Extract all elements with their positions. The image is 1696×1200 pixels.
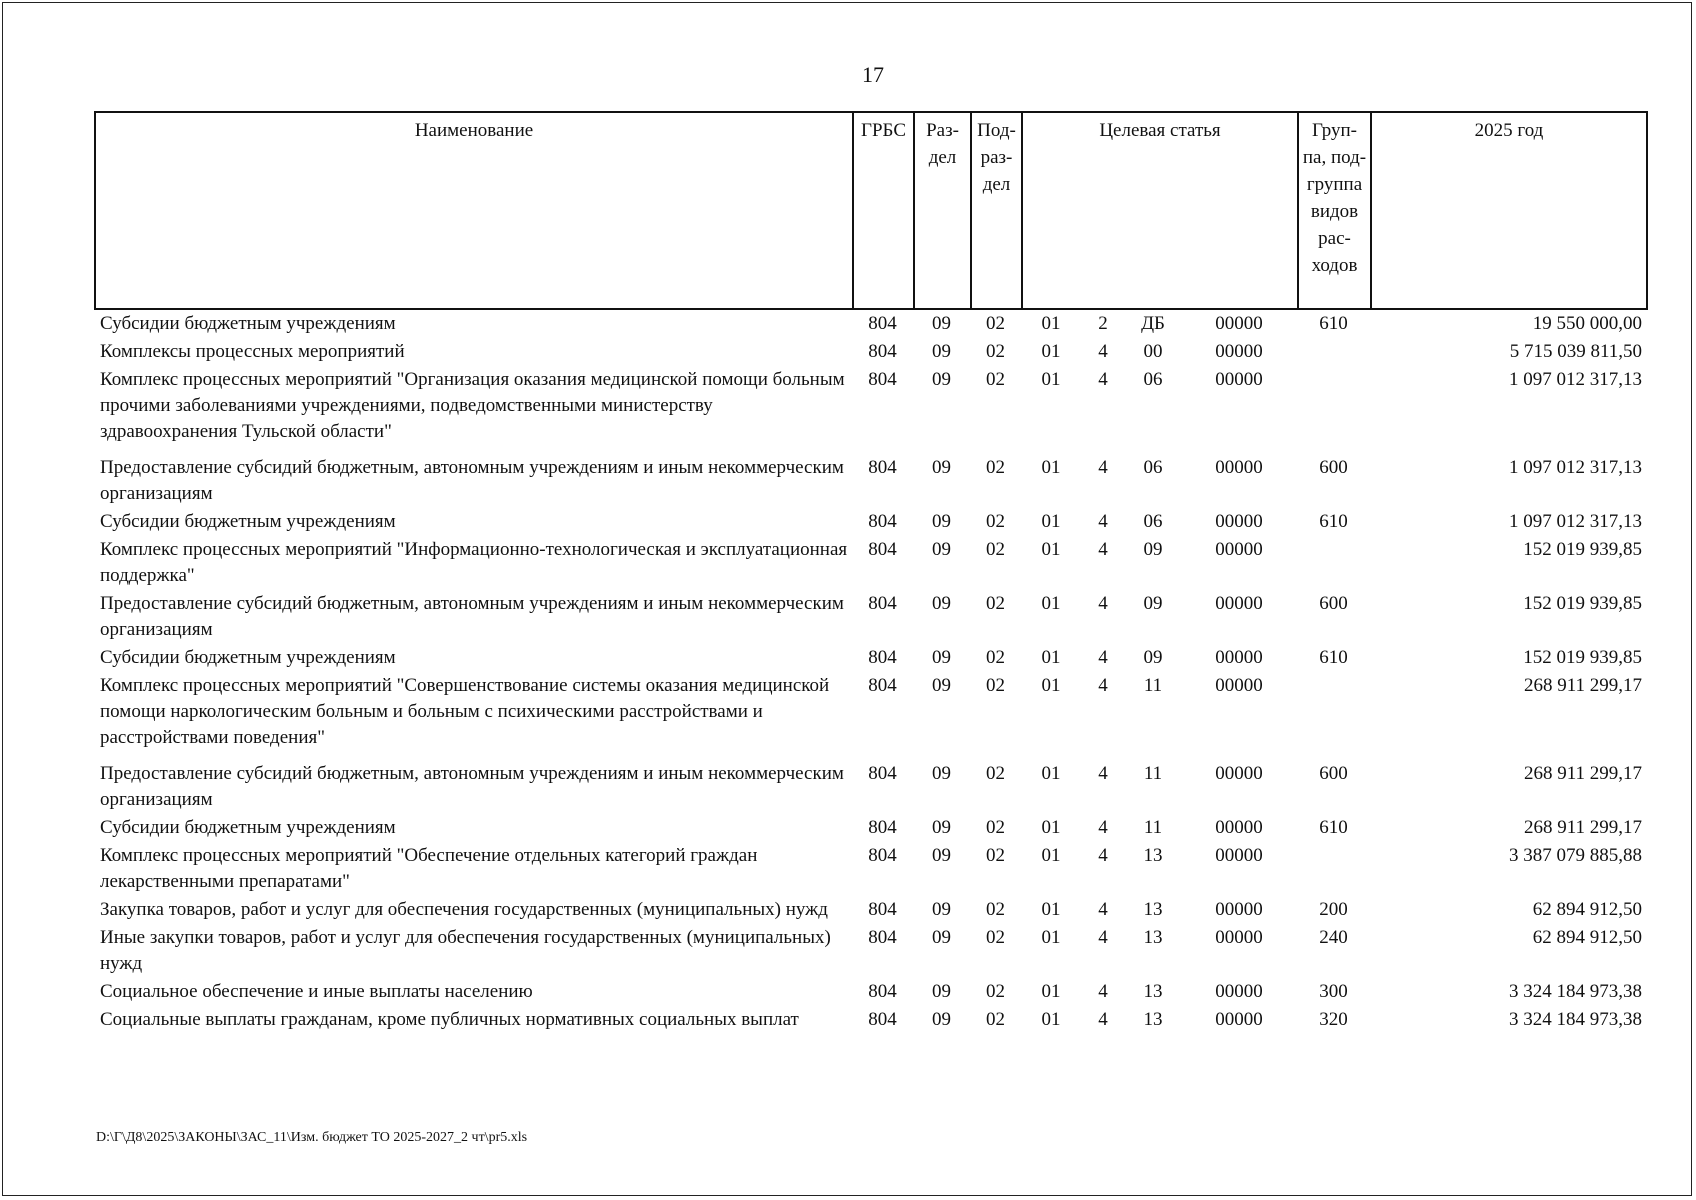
- row-amount: 62 894 912,50: [1532, 927, 1642, 948]
- page-number: 17: [862, 62, 884, 87]
- row-name: Предоставление субсидий бюджетным, автономным учреждениям и иным некоммерческим организациям: [100, 457, 844, 504]
- budget-table: [94, 311, 1646, 1035]
- row-target-type: 4: [1098, 539, 1108, 560]
- row-amount: 152 019 939,85: [1523, 647, 1642, 668]
- table-row: [94, 645, 1646, 673]
- row-name: Комплекс процессных мероприятий "Организация оказания медицинской помощи больным прочими заболеваниями учреждениями, подведомственными министерству здравоохранения Тульской области": [100, 369, 845, 442]
- row-razdel: 09: [932, 511, 951, 532]
- row-name: Закупка товаров, работ и услуг для обеспечения государственных (муниципальных) нужд: [100, 899, 828, 920]
- row-grbs: 804: [868, 313, 897, 334]
- row-name: Субсидии бюджетным учреждениям: [100, 817, 396, 838]
- row-target-direction: 00000: [1215, 511, 1263, 532]
- row-grbs: 804: [868, 675, 897, 696]
- row-expense-type: 300: [1319, 981, 1348, 1002]
- row-name: Предоставление субсидий бюджетным, автономным учреждениям и иным некоммерческим организациям: [100, 763, 844, 810]
- row-target-program: 01: [1041, 539, 1061, 560]
- row-expense-type: [1297, 673, 1370, 761]
- row-expense-type: [1297, 843, 1370, 897]
- row-grbs: 804: [868, 845, 897, 866]
- row-name: Субсидии бюджетным учреждениям: [100, 647, 396, 668]
- row-podrazdel: 02: [986, 817, 1005, 838]
- row-expense-type: 600: [1319, 763, 1348, 784]
- row-amount: 152 019 939,85: [1523, 593, 1642, 614]
- row-target-program: 01: [1041, 981, 1061, 1002]
- row-target-program: 01: [1041, 647, 1061, 668]
- row-podrazdel: 02: [986, 647, 1005, 668]
- row-target-program: 01: [1041, 369, 1061, 390]
- row-grbs: 804: [868, 341, 897, 362]
- row-target-structure: 00: [1143, 341, 1163, 362]
- row-amount: 268 911 299,17: [1523, 817, 1642, 838]
- header-year: 2025 год: [1371, 112, 1647, 309]
- row-target-direction: 00000: [1215, 981, 1263, 1002]
- row-target-structure: 13: [1143, 899, 1163, 920]
- row-target-structure: 09: [1143, 539, 1163, 560]
- row-podrazdel: 02: [986, 539, 1005, 560]
- row-grbs: 804: [868, 511, 897, 532]
- row-podrazdel: 02: [986, 899, 1005, 920]
- row-expense-type: [1297, 367, 1370, 455]
- row-podrazdel: 02: [986, 511, 1005, 532]
- row-podrazdel: 02: [986, 675, 1005, 696]
- table-row: [94, 311, 1646, 339]
- row-target-structure: 06: [1143, 511, 1163, 532]
- row-razdel: 09: [932, 981, 951, 1002]
- table-row: [94, 537, 1646, 591]
- row-target-structure: 09: [1143, 593, 1163, 614]
- row-target-direction: 00000: [1215, 593, 1263, 614]
- row-target-structure: 11: [1143, 675, 1163, 696]
- row-expense-type: 610: [1319, 313, 1348, 334]
- table-row: [94, 761, 1646, 815]
- table-row: [94, 673, 1646, 761]
- row-podrazdel: 02: [986, 313, 1005, 334]
- row-expense-type: [1297, 339, 1370, 367]
- row-grbs: 804: [868, 647, 897, 668]
- file-path: D:\Г\Д8\2025\ЗАКОНЫ\ЗАС_11\Изм. бюджет ТО 2025-2027_2 чт\pr5.xls: [96, 1130, 528, 1145]
- row-grbs: 804: [868, 817, 897, 838]
- table-row: [94, 843, 1646, 897]
- header-grbs: ГРБС: [853, 112, 914, 309]
- row-target-type: 4: [1098, 845, 1108, 866]
- row-target-structure: 11: [1143, 817, 1163, 838]
- row-grbs: 804: [868, 981, 897, 1002]
- row-target-type: 4: [1098, 675, 1108, 696]
- row-target-program: 01: [1041, 763, 1061, 784]
- header-target-article: Целевая статья: [1022, 112, 1298, 309]
- row-target-program: 01: [1041, 593, 1061, 614]
- row-razdel: 09: [932, 845, 951, 866]
- header-expense-group: Груп- па, под- группа видов рас- ходов: [1298, 112, 1371, 309]
- row-target-type: 4: [1098, 763, 1108, 784]
- row-podrazdel: 02: [986, 457, 1005, 478]
- row-target-structure: 13: [1143, 845, 1163, 866]
- header-podrazdel: Под- раз- дел: [971, 112, 1022, 309]
- row-target-program: 01: [1041, 313, 1061, 334]
- row-expense-type: 610: [1319, 647, 1348, 668]
- row-target-structure: 13: [1143, 981, 1163, 1002]
- row-name: Комплекс процессных мероприятий "Обеспечение отдельных категорий граждан лекарственными препаратами": [100, 845, 758, 892]
- table-row: [94, 925, 1646, 979]
- row-grbs: 804: [868, 457, 897, 478]
- row-grbs: 804: [868, 899, 897, 920]
- row-target-type: 4: [1098, 341, 1108, 362]
- row-amount: 268 911 299,17: [1523, 763, 1642, 784]
- row-razdel: 09: [932, 763, 951, 784]
- row-expense-type: 600: [1319, 593, 1348, 614]
- row-target-direction: 00000: [1215, 341, 1263, 362]
- row-target-direction: 00000: [1215, 675, 1263, 696]
- row-name: Социальное обеспечение и иные выплаты населению: [100, 981, 533, 1002]
- row-target-program: 01: [1041, 457, 1061, 478]
- row-podrazdel: 02: [986, 369, 1005, 390]
- row-target-type: 4: [1098, 1009, 1108, 1030]
- row-target-type: 4: [1098, 457, 1108, 478]
- header-razdel: Раз- дел: [914, 112, 971, 309]
- row-target-direction: 00000: [1215, 845, 1263, 866]
- table-header: [94, 111, 1648, 310]
- row-expense-type: 200: [1319, 899, 1348, 920]
- row-target-structure: 06: [1143, 457, 1163, 478]
- table-row: [94, 367, 1646, 455]
- row-target-type: 4: [1098, 817, 1108, 838]
- table-row: [94, 815, 1646, 843]
- row-expense-type: 600: [1319, 457, 1348, 478]
- row-target-type: 2: [1098, 313, 1108, 334]
- row-grbs: 804: [868, 593, 897, 614]
- row-target-type: 4: [1098, 593, 1108, 614]
- row-razdel: 09: [932, 675, 951, 696]
- row-target-structure: 09: [1143, 647, 1163, 668]
- row-target-type: 4: [1098, 927, 1108, 948]
- row-podrazdel: 02: [986, 593, 1005, 614]
- row-razdel: 09: [932, 927, 951, 948]
- row-razdel: 09: [932, 647, 951, 668]
- header-name: Наименование: [95, 112, 853, 309]
- row-name: Предоставление субсидий бюджетным, автономным учреждениям и иным некоммерческим организациям: [100, 593, 844, 640]
- row-expense-type: 610: [1319, 511, 1348, 532]
- row-amount: 3 324 184 973,38: [1509, 981, 1642, 1002]
- row-grbs: 804: [868, 763, 897, 784]
- row-razdel: 09: [932, 817, 951, 838]
- row-target-direction: 00000: [1215, 927, 1263, 948]
- row-grbs: 804: [868, 369, 897, 390]
- row-grbs: 804: [868, 539, 897, 560]
- row-razdel: 09: [932, 899, 951, 920]
- row-grbs: 804: [868, 1009, 897, 1030]
- row-amount: 3 387 079 885,88: [1509, 845, 1642, 866]
- row-expense-type: 610: [1319, 817, 1348, 838]
- row-target-structure: ДБ: [1141, 313, 1165, 334]
- row-name: Субсидии бюджетным учреждениям: [100, 313, 396, 334]
- row-target-structure: 06: [1143, 369, 1163, 390]
- row-razdel: 09: [932, 369, 951, 390]
- row-target-direction: 00000: [1215, 369, 1263, 390]
- row-target-structure: 13: [1143, 1009, 1163, 1030]
- row-amount: 62 894 912,50: [1532, 899, 1642, 920]
- row-expense-type: 320: [1319, 1009, 1348, 1030]
- row-target-direction: 00000: [1215, 817, 1263, 838]
- row-amount: 5 715 039 811,50: [1509, 341, 1642, 362]
- row-expense-type: [1297, 537, 1370, 591]
- row-target-direction: 00000: [1215, 539, 1263, 560]
- row-expense-type: 240: [1319, 927, 1348, 948]
- row-target-program: 01: [1041, 899, 1061, 920]
- row-razdel: 09: [932, 593, 951, 614]
- row-target-direction: 00000: [1215, 899, 1263, 920]
- row-target-program: 01: [1041, 1009, 1061, 1030]
- table-row: [94, 897, 1646, 925]
- row-podrazdel: 02: [986, 341, 1005, 362]
- table-row: [94, 339, 1646, 367]
- row-razdel: 09: [932, 539, 951, 560]
- row-name: Комплекс процессных мероприятий "Информационно-технологическая и эксплуатационная поддержка": [100, 539, 848, 586]
- row-target-program: 01: [1041, 817, 1061, 838]
- row-target-structure: 11: [1143, 763, 1163, 784]
- row-target-structure: 13: [1143, 927, 1163, 948]
- row-name: Комплекс процессных мероприятий "Совершенствование системы оказания медицинской помощи наркологическим больным и больным с психическими расстройствами и расстройствами поведения": [100, 675, 830, 748]
- row-amount: 3 324 184 973,38: [1509, 1009, 1642, 1030]
- row-amount: 1 097 012 317,13: [1509, 457, 1642, 478]
- row-grbs: 804: [868, 927, 897, 948]
- row-target-program: 01: [1041, 927, 1061, 948]
- row-podrazdel: 02: [986, 845, 1005, 866]
- row-target-direction: 00000: [1215, 763, 1263, 784]
- row-name: Социальные выплаты гражданам, кроме публичных нормативных социальных выплат: [100, 1009, 799, 1030]
- table-row: [94, 979, 1646, 1007]
- row-razdel: 09: [932, 313, 951, 334]
- row-target-type: 4: [1098, 647, 1108, 668]
- row-target-direction: 00000: [1215, 1009, 1263, 1030]
- row-amount: 19 550 000,00: [1532, 313, 1642, 334]
- table-row: [94, 455, 1646, 509]
- row-target-type: 4: [1098, 369, 1108, 390]
- row-razdel: 09: [932, 341, 951, 362]
- row-razdel: 09: [932, 457, 951, 478]
- table-row: [94, 591, 1646, 645]
- row-name: Комплексы процессных мероприятий: [100, 341, 405, 362]
- row-target-program: 01: [1041, 675, 1061, 696]
- table-row: [94, 1007, 1646, 1035]
- row-target-type: 4: [1098, 899, 1108, 920]
- row-name: Субсидии бюджетным учреждениям: [100, 511, 396, 532]
- row-target-program: 01: [1041, 341, 1061, 362]
- row-target-direction: 00000: [1215, 457, 1263, 478]
- row-podrazdel: 02: [986, 981, 1005, 1002]
- row-name: Иные закупки товаров, работ и услуг для обеспечения государственных (муниципальных) нужд: [100, 927, 831, 974]
- row-razdel: 09: [932, 1009, 951, 1030]
- row-podrazdel: 02: [986, 1009, 1005, 1030]
- row-podrazdel: 02: [986, 763, 1005, 784]
- row-target-direction: 00000: [1215, 647, 1263, 668]
- row-amount: 1 097 012 317,13: [1509, 511, 1642, 532]
- row-amount: 268 911 299,17: [1523, 675, 1642, 696]
- row-target-type: 4: [1098, 511, 1108, 532]
- row-amount: 152 019 939,85: [1523, 539, 1642, 560]
- row-target-type: 4: [1098, 981, 1108, 1002]
- row-target-direction: 00000: [1215, 313, 1263, 334]
- row-amount: 1 097 012 317,13: [1509, 369, 1642, 390]
- row-podrazdel: 02: [986, 927, 1005, 948]
- row-target-program: 01: [1041, 845, 1061, 866]
- table-row: [94, 509, 1646, 537]
- row-target-program: 01: [1041, 511, 1061, 532]
